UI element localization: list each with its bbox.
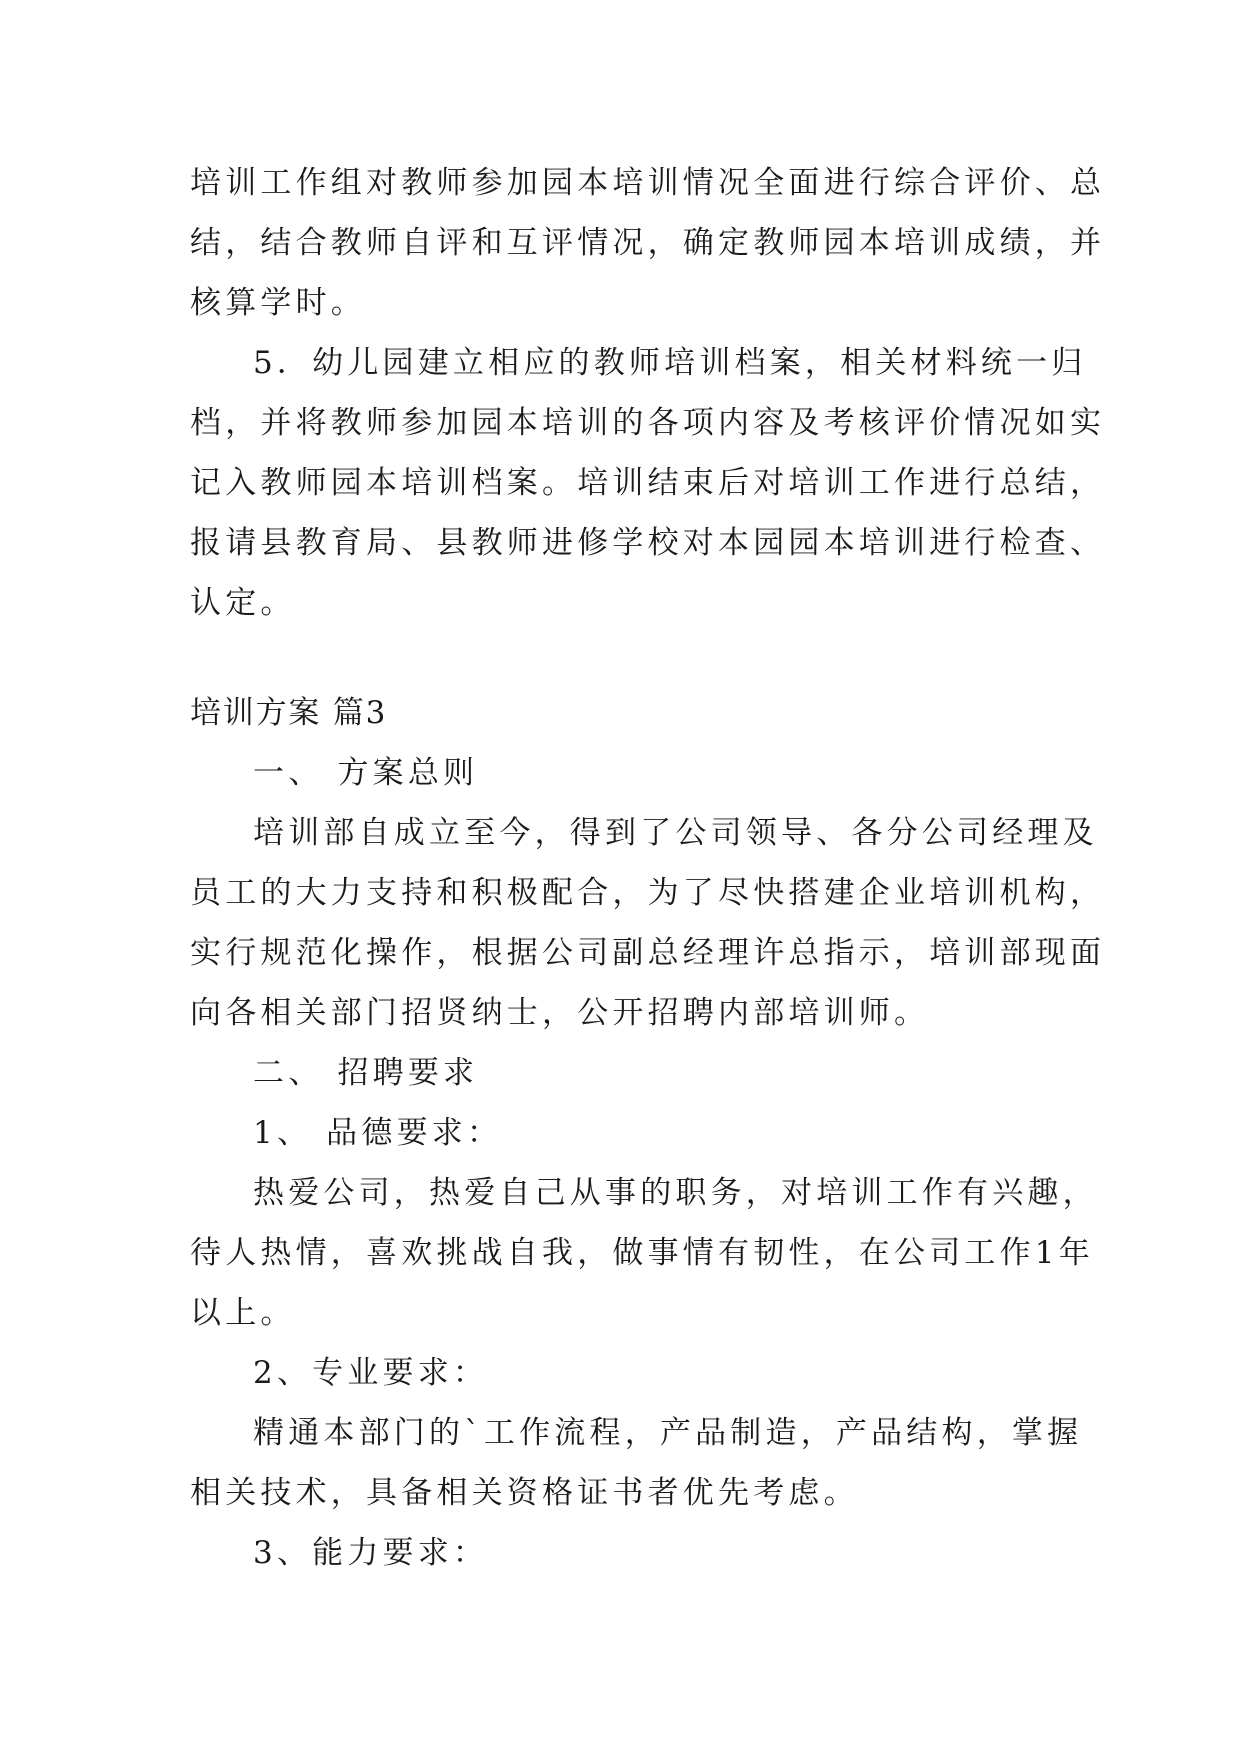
paragraph-line: 核算学时。 bbox=[190, 285, 366, 321]
requirement-title: 2、专业要求： bbox=[253, 1355, 489, 1391]
section-title: 培训方案 篇3 bbox=[190, 695, 388, 731]
paragraph-line: 结，结合教师自评和互评情况，确定教师园本培训成绩，并 bbox=[190, 225, 1106, 261]
heading-requirements: 二、 招聘要求 bbox=[253, 1055, 479, 1091]
paragraph-line: 实行规范化操作，根据公司副总经理许总指示，培训部现面 bbox=[190, 935, 1106, 971]
paragraph-line: 档，并将教师参加园本培训的各项内容及考核评价情况如实 bbox=[190, 405, 1106, 441]
paragraph-line: 向各相关部门招贤纳士，公开招聘内部培训师。 bbox=[190, 995, 930, 1031]
paragraph-line: 员工的大力支持和积极配合，为了尽快搭建企业培训机构， bbox=[190, 875, 1106, 911]
paragraph-line: 培训工作组对教师参加园本培训情况全面进行综合评价、总 bbox=[190, 165, 1106, 201]
paragraph-line: 相关技术，具备相关资格证书者优先考虑。 bbox=[190, 1475, 859, 1511]
paragraph-line: 记入教师园本培训档案。培训结束后对培训工作进行总结， bbox=[190, 465, 1106, 501]
paragraph-line: 待人热情，喜欢挑战自我，做事情有韧性，在公司工作1年 bbox=[190, 1235, 1094, 1271]
paragraph-line: 5．幼儿园建立相应的教师培训档案，相关材料统一归 bbox=[253, 345, 1087, 381]
paragraph-line: 培训部自成立至今，得到了公司领导、各分公司经理及 bbox=[253, 815, 1098, 851]
paragraph-line: 认定。 bbox=[190, 585, 296, 621]
paragraph-line: 以上。 bbox=[190, 1295, 296, 1331]
heading-general: 一、 方案总则 bbox=[253, 755, 479, 791]
paragraph-line: 热爱公司，热爱自己从事的职务，对培训工作有兴趣， bbox=[253, 1175, 1098, 1211]
paragraph-line: 精通本部门的`工作流程，产品制造，产品结构，掌握 bbox=[253, 1415, 1083, 1451]
requirement-title: 1、 品德要求： bbox=[253, 1115, 503, 1151]
paragraph-line: 报请县教育局、县教师进修学校对本园园本培训进行检查、 bbox=[190, 525, 1106, 561]
requirement-title: 3、能力要求： bbox=[253, 1535, 489, 1571]
